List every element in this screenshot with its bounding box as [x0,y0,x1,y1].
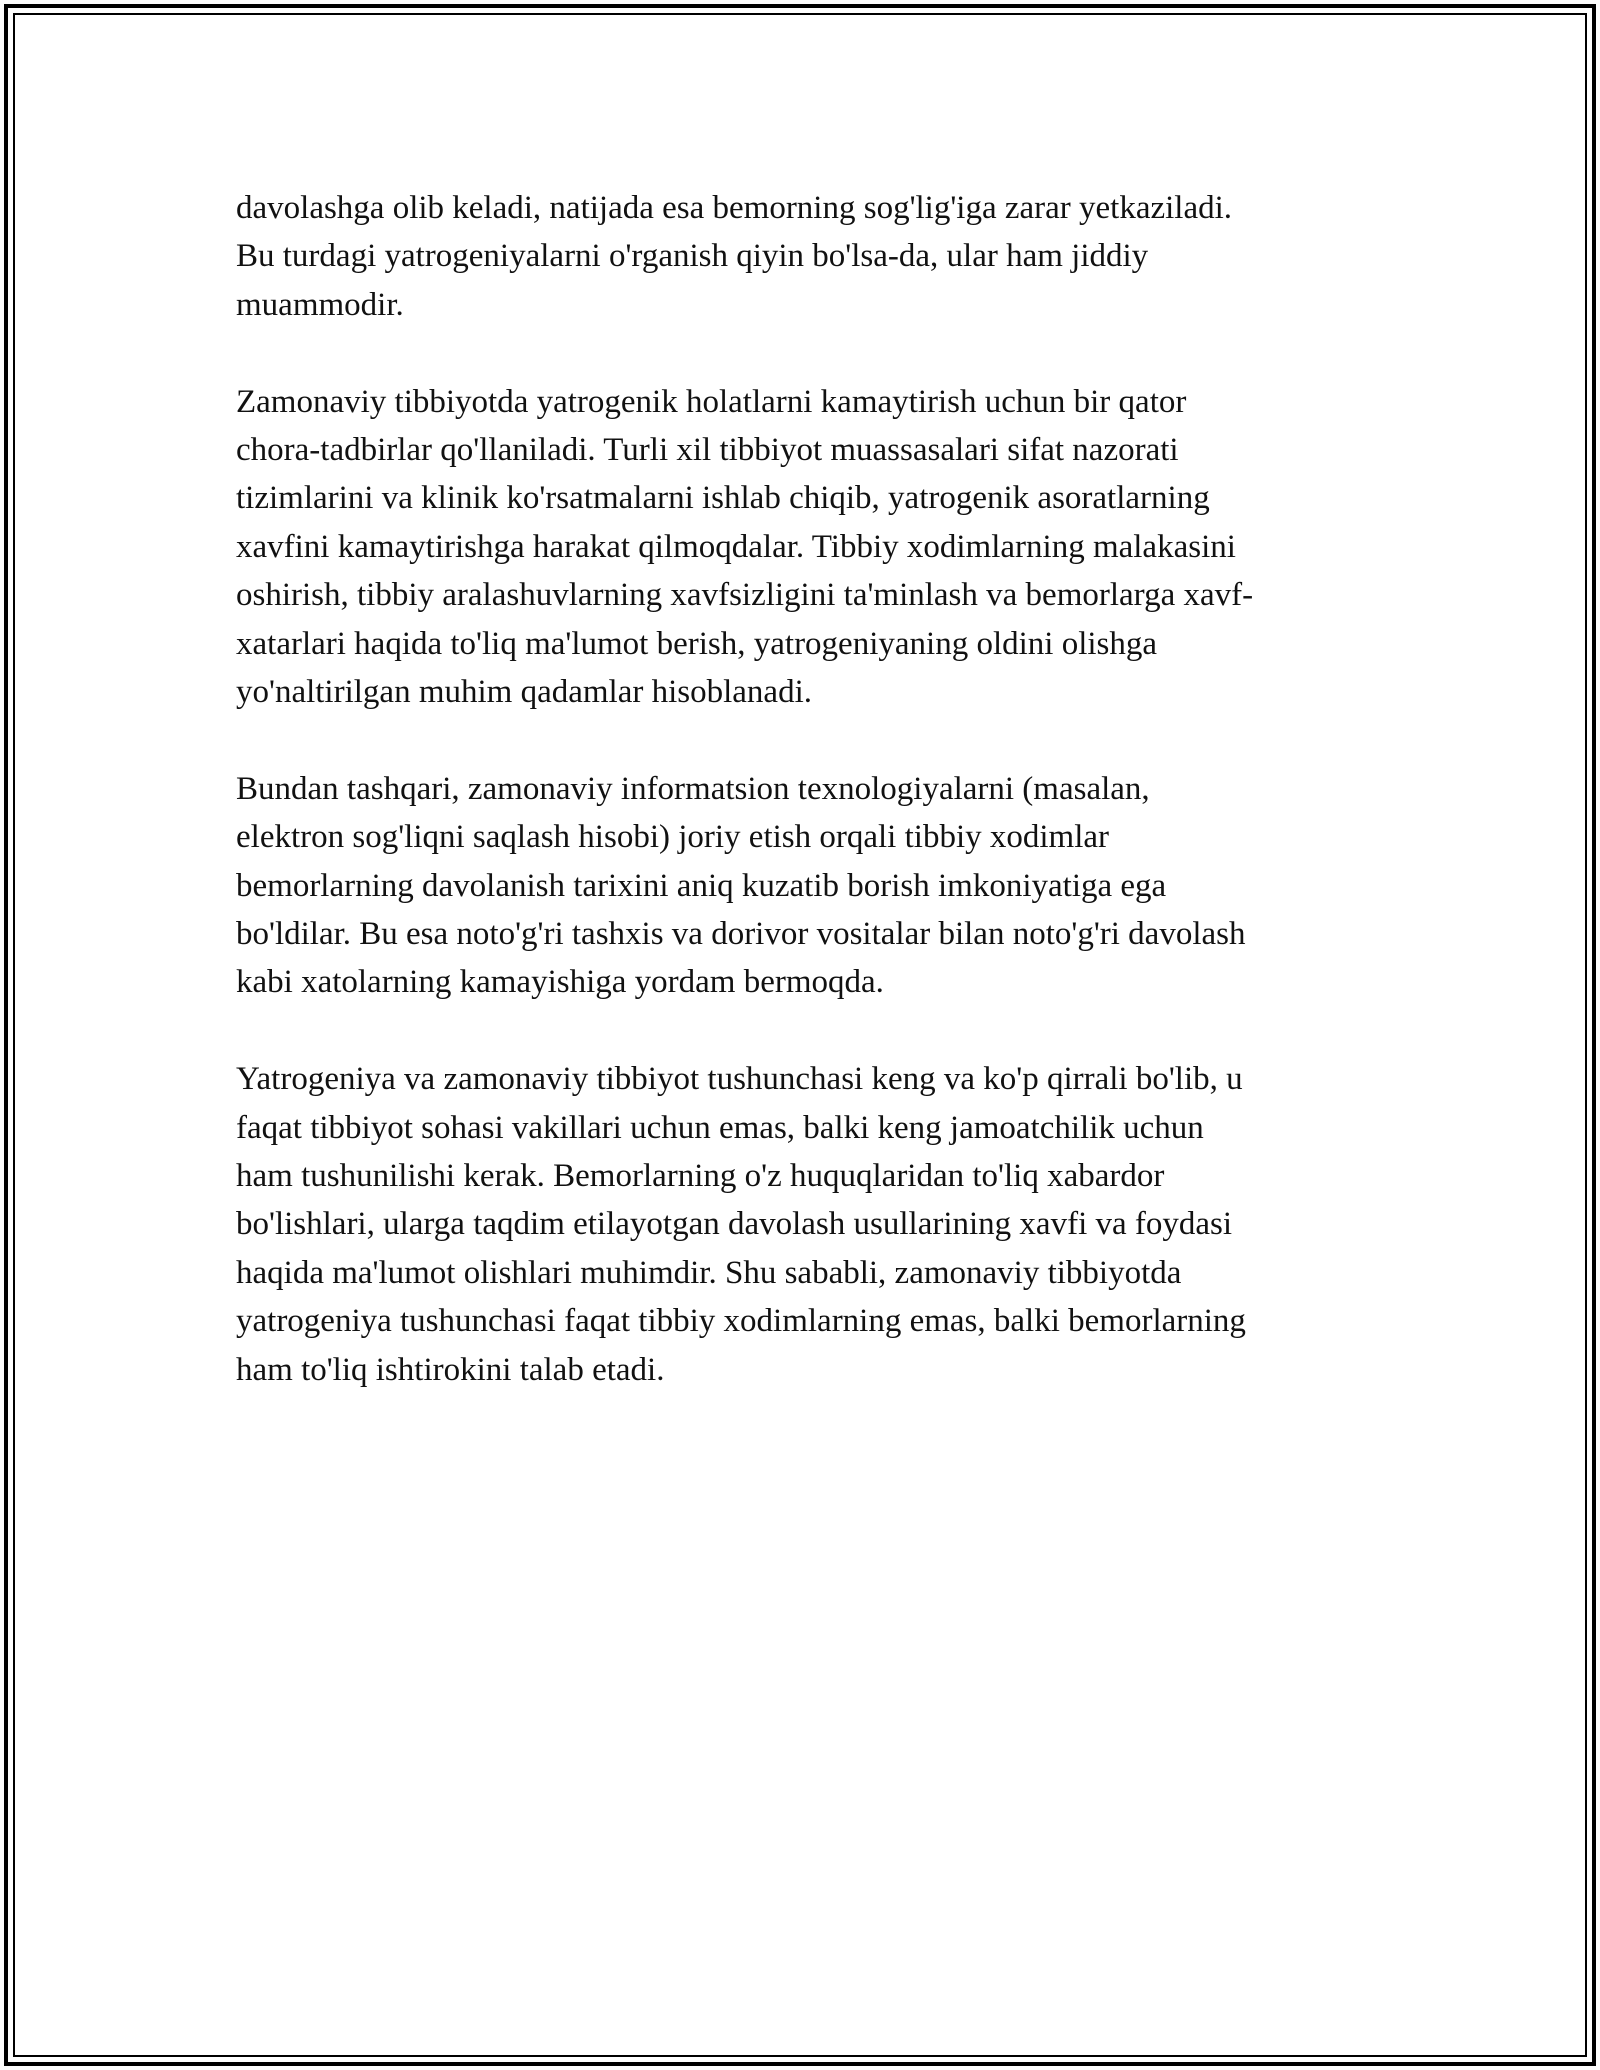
text-line: oshirish, tibbiy aralashuvlarning xavfsizligini ta'minlash va bemorlarga xavf- [236,577,1254,614]
paragraph-2 [236,378,1376,717]
text-line: yo'naltirilgan muhim qadamlar hisoblanadi. [236,674,812,711]
paragraph-3 [236,765,1376,1007]
text-line: kabi xatolarning kamayishiga yordam bermoqda. [236,964,884,1001]
text-line: Yatrogeniya va zamonaviy tibbiyot tushunchasi keng va ko'p qirrali bo'lib, u [236,1061,1243,1098]
text-line: davolashga olib keladi, natijada esa bemorning sog'lig'iga zarar yetkaziladi. [236,190,1233,226]
text-line: ham to'liq ishtirokini talab etadi. [236,1351,665,1388]
text-line: chora-tadbirlar qo'llaniladi. Turli xil tibbiyot muassasalari sifat nazorati [236,432,1179,469]
text-line: xavfini kamaytirishga harakat qilmoqdalar. Tibbiy xodimlarning malakasini [236,528,1236,565]
paragraph-1 [236,184,1376,329]
text-line: xatarlari haqida to'liq ma'lumot berish, yatrogeniyaning oldini olishga [236,625,1158,662]
text-line: ham tushunilishi kerak. Bemorlarning o'z huquqlaridan to'liq xabardor [236,1158,1165,1195]
document-body [236,184,1376,1443]
text-line: Zamonaviy tibbiyotda yatrogenik holatlarni kamaytirish uchun bir qator [236,383,1187,420]
text-line: bo'lishlari, ularga taqdim etilayotgan davolash usullarining xavfi va foydasi [236,1206,1233,1243]
text-line: tizimlarini va klinik ko'rsatmalarni ishlab chiqib, yatrogenik asoratlarning [236,480,1210,517]
paragraph-4 [236,1055,1376,1394]
text-line: elektron sog'liqni saqlash hisobi) joriy etish orqali tibbiy xodimlar [236,819,1110,856]
text-line: faqat tibbiyot sohasi vakillari uchun emas, balki keng jamoatchilik uchun [236,1109,1204,1146]
text-line: bemorlarning davolanish tarixini aniq kuzatib borish imkoniyatiga ega [236,867,1167,904]
text-line: bo'ldilar. Bu esa noto'g'ri tashxis va dorivor vositalar bilan noto'g'ri davolash [236,916,1246,953]
text-line: yatrogeniya tushunchasi faqat tibbiy xodimlarning emas, balki bemorlarning [236,1303,1246,1340]
text-line: Bu turdagi yatrogeniyalarni o'rganish qiyin bo'lsa-da, ular ham jiddiy [236,238,1149,275]
text-line: haqida ma'lumot olishlari muhimdir. Shu sababli, zamonaviy tibbiyotda [236,1254,1182,1291]
text-line: Bundan tashqari, zamonaviy informatsion texnologiyalarni (masalan, [236,770,1150,807]
text-line: muammodir. [236,286,404,323]
